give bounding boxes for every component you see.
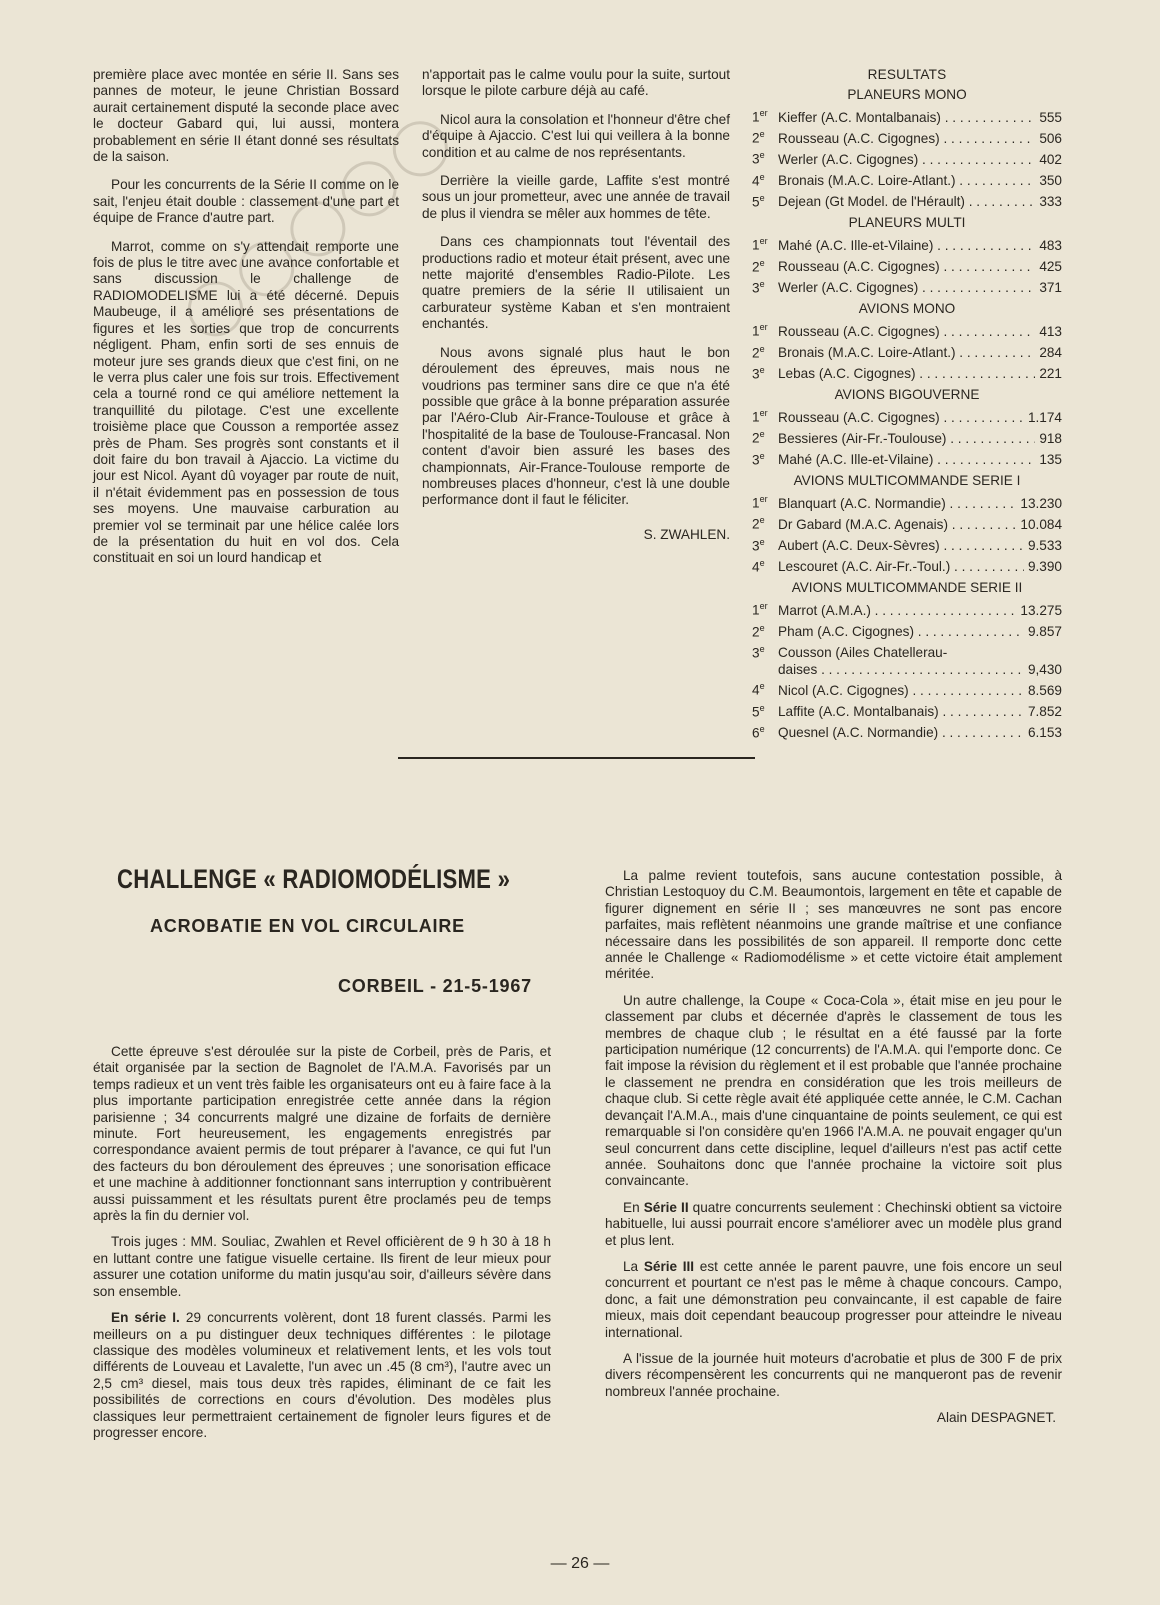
rank-number: 4 xyxy=(752,682,760,698)
results-row xyxy=(752,190,1062,211)
results-row xyxy=(752,641,1062,662)
results-section xyxy=(752,215,1062,297)
results-row xyxy=(752,319,1062,340)
result-name: Lescouret (A.C. Air-Fr.-Toul.) . . . xyxy=(778,559,1024,576)
result-name: Nicol (A.C. Cigognes) . . . xyxy=(778,683,1024,700)
rank-suffix: er xyxy=(759,494,768,505)
result-name: Cousson (Ailes Chatellerau- xyxy=(778,645,948,661)
text: quatre concurrents seulement : Chechinski obtient sa victoire habituelle, lui aussi pourrait encore s'améliorer avec un modèle plus grand et plus lent. xyxy=(605,1199,1063,1248)
rank-number: 3 xyxy=(752,151,760,167)
rank-number: 1 xyxy=(752,323,760,339)
rank-number: 3 xyxy=(752,538,760,554)
results-row xyxy=(752,555,1062,576)
result-score: 9.390 xyxy=(1027,559,1062,575)
challenge-title: CHALLENGE « RADIOMODÉLISME » xyxy=(117,864,511,894)
paragraph xyxy=(605,993,1062,1190)
result-score: 9,430 xyxy=(1027,661,1062,677)
result-rank xyxy=(752,555,778,576)
rank-suffix: er xyxy=(759,322,768,333)
paragraph: Derrière la vieille garde, Laffite s'est montré sous un jour prometteur, avec une année de travail de plus il viendra se mêler aux hommes de tête. xyxy=(422,173,730,221)
result-name: Aubert (A.C. Deux-Sèvres) . . . xyxy=(778,538,1024,555)
rank-suffix: e xyxy=(759,450,765,461)
results-row xyxy=(752,620,1062,641)
result-rank xyxy=(752,362,778,383)
results-section xyxy=(752,580,1062,742)
paragraph xyxy=(605,868,1062,983)
result-name: Werler (A.C. Cigognes) . . . xyxy=(778,280,1035,297)
paragraph xyxy=(93,1234,551,1300)
result-score: 371 xyxy=(1039,280,1062,296)
result-score: 13.230 xyxy=(1020,495,1062,511)
result-rank xyxy=(752,426,778,447)
result-score: 918 xyxy=(1039,431,1062,446)
result-rank xyxy=(752,405,778,426)
rank-number: 4 xyxy=(752,559,760,575)
results-row xyxy=(752,491,1062,512)
results-row xyxy=(752,512,1062,533)
rank-number: 1 xyxy=(752,237,760,253)
results-table xyxy=(752,67,1062,746)
results-row xyxy=(752,662,1062,679)
result-rank xyxy=(752,190,778,211)
result-rank xyxy=(752,255,778,276)
results-row xyxy=(752,255,1062,276)
text: 29 concurrents volèrent, dont 18 furent classés. Parmi les meilleurs on a pu distinguer deux techniques différentes : le pilotage classique des modèles volumineux et relativement lents, et les vols tout différents de Louveau et Lavalette, l'un avec un .45 (8 cm³), l'autre avec un 2,5 cm³ diesel, mais tous deux très rapides, éliminant de ce fait les possibilités de corrections en cours d'évolution. Des modèles plus classiques leur permettraient certainement de fignoler leurs figures et de progresser encore. xyxy=(93,1310,551,1440)
text: Trois juges : MM. Souliac, Zwahlen et Revel officièrent de 9 h 30 à 18 h en luttant contre une fatigue visuelle certaine. Ils firent de leur mieux pour assurer une cotation uniforme du matin jusqu'au soir, d'ailleurs sévère dans son ensemble. xyxy=(93,1234,551,1299)
rank-number: 3 xyxy=(752,645,760,661)
page-number: — 26 — xyxy=(550,1555,610,1572)
result-rank xyxy=(752,641,778,662)
paragraph: Nous avons signalé plus haut le bon déroulement des épreuves, mais nous ne voudrions pas terminer sans dire ce que n'a été possible que grâce à la bonne préparation assurée par l'Aéro-Club Air-France-Toulouse et grâce à l'hospitalité de la base de Toulouse-Francasal. Non content d'avoir bien assuré les bases des championnats, Air-France-Toulouse remporte de nombreuses places d'honneur, c'est là une double performance dont il faut le féliciter. xyxy=(422,344,730,508)
result-name: Pham (A.C. Cigognes) . . . xyxy=(778,624,1024,641)
rank-suffix: e xyxy=(759,557,765,568)
rank-suffix: e xyxy=(759,171,765,182)
result-score: 413 xyxy=(1039,323,1062,339)
rank-number: 5 xyxy=(752,704,760,720)
result-score: 284 xyxy=(1039,345,1062,361)
rank-number: 2 xyxy=(752,345,760,361)
result-rank xyxy=(752,233,778,254)
results-row xyxy=(752,105,1062,126)
rank-suffix: e xyxy=(759,343,765,354)
rank-suffix: e xyxy=(759,257,765,268)
rank-number: 3 xyxy=(752,452,760,468)
results-row xyxy=(752,405,1062,426)
paragraph: Dans ces championnats tout l'éventail des productions radio et moteur était présent, avec une nette majorité d'ensembles Radio-Pilote. Les quatre premiers de la série II utilisaient un carburateur système Kaban et s'en montraient enchantés. xyxy=(422,234,730,332)
rank-number: 2 xyxy=(752,259,760,275)
rank-number: 1 xyxy=(752,109,760,125)
result-rank xyxy=(752,126,778,147)
result-name: Laffite (A.C. Montalbanais) . . . xyxy=(778,704,1024,721)
result-score: 8.569 xyxy=(1027,682,1062,698)
text: Un autre challenge, la Coupe « Coca-Cola », était mise en jeu pour le classement par clubs et décernée d'après le classement de tous les membres de chaque club ; le résultat en a été faussé par la forte participation numérique (12 concurrents) de l'A.M.A. qui l'emporte donc. Ce fait impose la révision du règlement et il est probable que l'année prochaine le classement ne prendra en considération que les trois meilleurs de chaque club. Si cette règle avait été appliquée cette année, le C.M. Cachan devançait l'A.M.A., mais d'une cinquantaine de points seulement, ce qui est remarquable si l'on considère qu'en 1966 l'A.M.A. ne pouvait engager qu'un seul concurrent dans cette discipline, lequel d'ailleurs n'est pas actif cette année. Souhaitons donc que l'année prochaine la victoire soit plus convaincante. xyxy=(605,992,1062,1189)
result-score: 10.084 xyxy=(1020,516,1062,532)
results-row xyxy=(752,426,1062,447)
result-score: 135 xyxy=(1039,452,1062,468)
rank-number: 4 xyxy=(752,173,760,189)
text: La palme revient toutefois, sans aucune contestation possible, à Christian Lestoquoy du C.M. Beaumontois, largement en tête et capable de figurer dignement en série II ; ses manœuvres ne sont pas encore parfaites, mais reflètent néanmoins une grande maîtrise et une confiance nécessaire dans les possibilités de son appareil. Il remporte donc cette année le Challenge « Radiomodélisme » et cette victoire était amplement méritée. xyxy=(605,868,1062,982)
results-title: RESULTATS xyxy=(867,67,947,82)
result-rank xyxy=(752,512,778,533)
result-score: 555 xyxy=(1039,109,1062,125)
rank-suffix: e xyxy=(759,702,765,713)
rank-suffix: er xyxy=(759,601,768,612)
result-score: 221 xyxy=(1039,366,1062,382)
result-score: 7.852 xyxy=(1027,704,1062,720)
result-rank xyxy=(752,147,778,168)
article-column-2 xyxy=(422,67,730,555)
result-name: daises . . . xyxy=(778,662,1024,679)
result-score: 13.275 xyxy=(1020,602,1062,618)
paragraph xyxy=(93,1310,551,1441)
rank-number: 2 xyxy=(752,516,760,532)
result-name: Quesnel (A.C. Normandie) . . . xyxy=(778,725,1024,742)
results-row xyxy=(752,126,1062,147)
article-column-1 xyxy=(93,67,399,579)
result-score: 333 xyxy=(1039,194,1062,210)
bold-text: Série II xyxy=(643,1199,689,1215)
results-row xyxy=(752,534,1062,555)
result-rank xyxy=(752,620,778,641)
results-section xyxy=(752,387,1062,469)
rank-number: 2 xyxy=(752,130,760,146)
result-rank xyxy=(752,276,778,297)
rank-number: 3 xyxy=(752,366,760,382)
result-name: Bronais (M.A.C. Loire-Atlant.) . . . xyxy=(778,173,1035,190)
rank-number: 1 xyxy=(752,602,760,618)
result-rank xyxy=(752,700,778,721)
results-section-title: AVIONS MULTICOMMANDE SERIE II xyxy=(791,579,1023,595)
rank-suffix: e xyxy=(759,515,765,526)
result-score: 402 xyxy=(1039,151,1062,167)
rank-number: 2 xyxy=(752,431,760,446)
result-rank xyxy=(752,491,778,512)
result-name: Bessieres (Air-Fr.-Toulouse) . . . xyxy=(778,431,1035,448)
rank-suffix: er xyxy=(759,108,768,119)
rank-suffix: e xyxy=(759,643,765,654)
rank-number: 2 xyxy=(752,624,760,640)
results-row xyxy=(752,341,1062,362)
result-score: 506 xyxy=(1039,130,1062,146)
challenge-date: CORBEIL - 21-5-1967 xyxy=(338,976,532,996)
result-score: 350 xyxy=(1039,173,1062,189)
results-section-title: AVIONS BIGOUVERNE xyxy=(834,386,980,402)
text: La xyxy=(623,1258,644,1274)
results-row xyxy=(752,721,1062,742)
text: est cette année le parent pauvre, une fois encore un seul concurrent et pourtant ce n'est pas le même à chaque concours. Campo, donc, a fait une démonstration peu convaincante, il est capable de faire mieux, mais doit cependant beaucoup progresser pour atteindre le niveau international. xyxy=(605,1258,1062,1340)
result-name: Bronais (M.A.C. Loire-Atlant.) . . . xyxy=(778,345,1035,362)
result-name: Mahé (A.C. Ille-et-Vilaine) . . . xyxy=(778,238,1035,255)
result-rank xyxy=(752,534,778,555)
rank-suffix: e xyxy=(759,278,765,289)
rank-suffix: e xyxy=(759,192,765,203)
paragraph: première place avec montée en série II. Sans ses pannes de moteur, le jeune Christian Bossard aurait certainement disputé la seconde place avec le docteur Gabard qui, lui aussi, montera probablement en série II étant donné ses résultats de la saison. xyxy=(93,67,399,165)
rank-suffix: e xyxy=(759,622,765,633)
signature: S. ZWAHLEN. xyxy=(643,526,730,542)
text: A l'issue de la journée huit moteurs d'acrobatie et plus de 300 F de prix divers récompensèrent les concurrents qui ne manqueront pas de revenir nombreux l'année prochaine. xyxy=(605,1350,1062,1399)
result-rank xyxy=(752,341,778,362)
rank-suffix: e xyxy=(759,364,765,375)
rank-number: 6 xyxy=(752,725,760,741)
results-sections xyxy=(752,87,1062,742)
paragraph: n'apportait pas le calme voulu pour la suite, surtout lorsque le pilote carbure déjà au café. xyxy=(422,67,730,99)
text: Cette épreuve s'est déroulée sur la piste de Corbeil, près de Paris, et était organisée par la section de Bagnolet de l'A.M.A. Favorisés par un temps radieux et un vent très faible les organisateurs ont eu à faire face à la plus importante participation enregistrée cette année dans la région parisienne ; 34 concurrents malgré une dizaine de forfaits de dernière minute. Fort heureusement, les engagements enregistrés par correspondance avaient permis de tout préparer à l'avance, ce qui fut l'un des facteurs du bon déroulement des épreuves ; une sonorisation efficace et une machine à additionner fonctionnant sans interruption y contribuèrent aussi puissamment et les résultats purent être proclamés peu de temps après la fin du dernier vol. xyxy=(93,1044,551,1224)
challenge-subtitle: ACROBATIE EN VOL CIRCULAIRE xyxy=(150,916,465,936)
result-name: Mahé (A.C. Ille-et-Vilaine) . . . xyxy=(778,452,1035,469)
results-section-title: PLANEURS MONO xyxy=(847,86,967,102)
rank-suffix: e xyxy=(759,681,765,692)
results-row xyxy=(752,362,1062,383)
result-rank xyxy=(752,105,778,126)
paragraph xyxy=(605,1351,1062,1400)
rank-suffix: e xyxy=(759,429,765,440)
bold-text: En série I. xyxy=(111,1310,180,1326)
paragraph: Marrot, comme on s'y attendait remporte une fois de plus le titre avec une avance confortable et sans discussion le challenge de RADIOMODELISME lui a été décerné. Depuis Maubeuge, il a amélioré ses présentations de figures et les sorties que trop de concurrents négligent. Pham, enfin sorti de ses ennuis de moteur jure ses grands dieux que c'est fini, on ne le verra plus caler une fois sur trois. Effectivement cela a tourné rond ce qui améliore nettement la tranquillité du pilotage. C'est une excellente troisième place que Cousson a remportée assez près de Pham. Ses progrès sont constants et il doit faire du bon travail à Ajaccio. La victime du jour est Nicol. Ayant dû voyager par route de nuit, il n'était évidemment pas en possession de tous ses moyens. Une mauvaise carburation au premier vol se terminait par une hélice calée lors de la présentation du huit en vol dos. Cela constituait en soi un lourd handicap et xyxy=(93,238,399,566)
result-rank xyxy=(752,598,778,619)
result-name: Rousseau (A.C. Cigognes) . . . xyxy=(778,410,1024,427)
rank-number: 3 xyxy=(752,280,760,296)
results-row xyxy=(752,448,1062,469)
result-rank xyxy=(752,169,778,190)
result-rank xyxy=(752,448,778,469)
rank-suffix: e xyxy=(759,129,765,140)
results-row xyxy=(752,276,1062,297)
result-name: Lebas (A.C. Cigognes) . . . xyxy=(778,366,1035,383)
result-score: 483 xyxy=(1039,237,1062,253)
rank-suffix: e xyxy=(759,536,765,547)
results-row xyxy=(752,233,1062,254)
result-rank xyxy=(752,721,778,742)
results-section-title: AVIONS MONO xyxy=(858,300,956,316)
result-name: Marrot (A.M.A.) . . . xyxy=(778,603,1016,620)
results-row xyxy=(752,147,1062,168)
result-name: Dr Gabard (M.A.C. Agenais) . . . xyxy=(778,517,1016,534)
results-section xyxy=(752,473,1062,576)
result-name: Rousseau (A.C. Cigognes) . . . xyxy=(778,131,1035,148)
article-column-3 xyxy=(93,1044,551,1451)
section-divider xyxy=(398,757,755,759)
rank-suffix: e xyxy=(759,150,765,161)
rank-suffix: e xyxy=(759,723,765,734)
text: En xyxy=(623,1199,644,1215)
results-row xyxy=(752,598,1062,619)
result-rank xyxy=(752,678,778,699)
result-score: 425 xyxy=(1039,259,1062,275)
signature: Alain DESPAGNET. xyxy=(936,1410,1056,1426)
result-name: Werler (A.C. Cigognes) . . . xyxy=(778,152,1035,169)
result-score: 6.153 xyxy=(1027,725,1062,741)
results-section-title: AVIONS MULTICOMMANDE SERIE I xyxy=(793,472,1021,488)
result-score: 9.533 xyxy=(1027,538,1062,554)
results-row xyxy=(752,169,1062,190)
bold-text: Série III xyxy=(643,1258,695,1274)
results-section xyxy=(752,87,1062,211)
result-name: Dejean (Gt Model. de l'Hérault) . . . xyxy=(778,194,1035,211)
results-row xyxy=(752,700,1062,721)
result-rank xyxy=(752,319,778,340)
paragraph xyxy=(605,1200,1062,1249)
results-section xyxy=(752,301,1062,383)
rank-suffix: er xyxy=(759,408,768,419)
result-score: 1.174 xyxy=(1027,409,1062,425)
rank-number: 1 xyxy=(752,409,760,425)
results-row xyxy=(752,678,1062,699)
paragraph: Nicol aura la consolation et l'honneur d'être chef d'équipe à Ajaccio. C'est lui qui veillera à la bonne condition et au calme de nos représentants. xyxy=(422,111,730,160)
rank-number: 5 xyxy=(752,194,760,210)
paragraph xyxy=(93,1044,551,1224)
rank-number: 1 xyxy=(752,495,760,511)
result-name: Rousseau (A.C. Cigognes) . . . xyxy=(778,259,1035,276)
results-section-title: PLANEURS MULTI xyxy=(848,214,966,230)
result-name: Rousseau (A.C. Cigognes) . . . xyxy=(778,324,1035,341)
result-name: Kieffer (A.C. Montalbanais) . . . xyxy=(778,110,1035,127)
result-score: 9.857 xyxy=(1027,624,1062,640)
paragraph xyxy=(605,1259,1062,1341)
article-column-4 xyxy=(605,868,1062,1437)
paragraph: Pour les concurrents de la Série II comme on le sait, l'enjeu était double : classement d'une part et équipe de France d'autre part. xyxy=(93,177,399,226)
result-name: Blanquart (A.C. Normandie) . . . xyxy=(778,496,1016,513)
rank-suffix: er xyxy=(759,236,768,247)
